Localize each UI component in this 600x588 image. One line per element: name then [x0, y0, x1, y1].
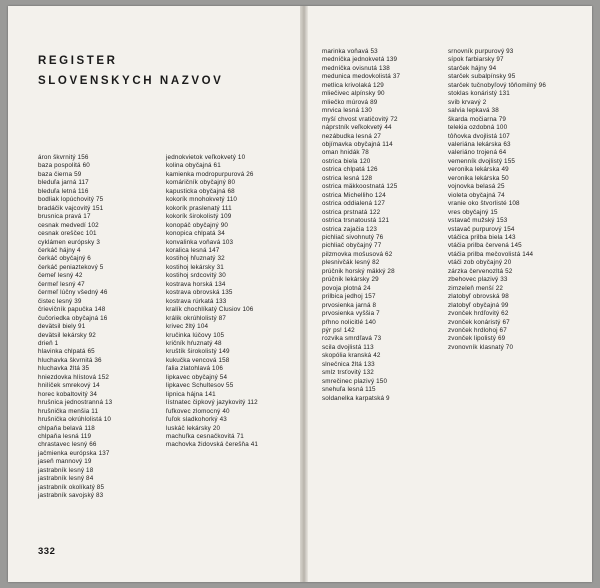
- index-entry: devätsil biely 91: [38, 323, 86, 331]
- index-entry: zvonček hrdlohoj 67: [448, 326, 507, 334]
- index-entry: vranie oko štvorlisté 108: [448, 200, 520, 208]
- index-entry: jaseň mannový 19: [38, 458, 92, 466]
- index-entry: koralica lesná 147: [166, 246, 220, 254]
- left-leaf: [8, 6, 300, 582]
- index-entry: soldanelka karpatská 9: [322, 394, 390, 402]
- index-entry: hrušnica jednostranná 13: [38, 399, 113, 407]
- index-entry: chrastavec lesný 66: [38, 441, 97, 449]
- index-entry: prvosienka jarná 8: [322, 301, 377, 309]
- index-entry: srnovník purpurový 93: [448, 48, 514, 55]
- index-entry: konopáč obyčajný 90: [166, 221, 229, 229]
- index-entry: ostrica lesná 128: [322, 174, 373, 182]
- index-entry: vtáčica prilba biela 143: [448, 233, 516, 241]
- index-entry: krivec žltý 104: [166, 323, 209, 331]
- index-entry: hluchavka škvrnitá 36: [38, 356, 102, 364]
- index-entry: lipkavec obyčajný 54: [166, 373, 228, 381]
- index-entry: čerkáč obyčajný 6: [38, 255, 91, 263]
- index-entry: ostrica trsnatoustá 121: [322, 217, 390, 225]
- page-title-line-2: SLOVENSKYCH NAZVOV: [38, 75, 224, 87]
- index-entry: svib krvavý 2: [448, 98, 487, 106]
- index-entry: hlavinka chlpatá 65: [38, 348, 95, 356]
- index-entry: veronika lekárska 50: [448, 174, 509, 182]
- index-entry: chlpaňa belavá 118: [38, 424, 95, 432]
- index-entry: pichliač sivohnutý 76: [322, 233, 384, 241]
- index-entry: objímavka obyčajná 114: [322, 140, 393, 148]
- index-column-1: [38, 154, 148, 501]
- index-entry: pilzmovka mošusová 62: [322, 250, 393, 258]
- index-entry: kapusticka obyčajná 68: [166, 187, 235, 195]
- index-entry: hluchavka žltá 35: [38, 365, 90, 373]
- index-entry: brusnica pravá 17: [38, 213, 91, 221]
- index-entry: zlatobyľ obrovská 98: [448, 293, 509, 301]
- index-entry: kostrava obrovská 135: [166, 289, 233, 297]
- index-entry: prvosienka vyššia 7: [322, 310, 380, 318]
- index-entry: hrušnička okrúhlolistá 10: [38, 416, 112, 424]
- index-entry: mliečivec alpínsky 90: [322, 90, 385, 98]
- index-entry: zbehovec plazivý 33: [448, 276, 508, 284]
- index-entry: konopica chlpatá 34: [166, 230, 225, 238]
- index-entry: škarda močiarna 79: [448, 115, 507, 123]
- index-entry: prúčnik horský mäkký 28: [322, 267, 395, 275]
- index-entry: kostihoj lekársky 31: [166, 263, 224, 271]
- index-entry: komáričník obyčajný 80: [166, 179, 236, 187]
- index-entry: konvalinka voňavá 103: [166, 238, 234, 246]
- index-entry: zvonček konáristý 67: [448, 318, 510, 326]
- index-entry: tôňovka dvojlistá 107: [448, 132, 510, 140]
- index-entry: kostrava rúrkatá 133: [166, 297, 227, 305]
- index-entry: ostrica prstnatá 122: [322, 208, 381, 216]
- index-entry: ostrica zajačia 123: [322, 225, 378, 233]
- index-entry: ostrica mäkkoostnatá 125: [322, 183, 398, 191]
- index-entry: lipnica hájna 141: [166, 390, 216, 398]
- index-entry: horec kobaltovitý 34: [38, 390, 98, 398]
- index-entry: veronika lekárska 49: [448, 166, 509, 174]
- index-entry: medunica medovkolistá 37: [322, 73, 401, 81]
- index-entry: plesnivčák lesný 82: [322, 259, 380, 267]
- index-entry: zárzka červenozltá 52: [448, 267, 513, 275]
- index-entry: ľalia zlatohlavá 106: [166, 365, 223, 373]
- index-entry: telekia ozdobná 100: [448, 124, 508, 132]
- index-entry: hniezdovka hlístová 152: [38, 373, 110, 381]
- index-entry: lipkavec Schultesov 55: [166, 382, 234, 390]
- index-entry: zvonček lipolistý 69: [448, 335, 506, 343]
- index-entry: kamienka modropurpurová 26: [166, 170, 254, 178]
- index-entry: myší chvost vratičovitý 72: [322, 115, 398, 123]
- index-entry: ostrica chlpatá 126: [322, 166, 378, 174]
- index-entry: áron škvrnitý 156: [38, 154, 89, 161]
- index-entry: kostihoj hľuznatý 32: [166, 255, 225, 263]
- index-column-4: [448, 48, 580, 352]
- index-entry: metlica krivolaká 129: [322, 81, 384, 89]
- index-entry: marinka voňavá 53: [322, 48, 378, 55]
- index-entry: ostrica Michelliho 124: [322, 191, 386, 199]
- index-entry: devätsil lekársky 92: [38, 331, 96, 339]
- index-entry: baza pospolitá 60: [38, 162, 90, 170]
- index-entry: lístnatec čipkový jazykovitý 112: [166, 399, 258, 407]
- index-entry: zvonovník klasnatý 70: [448, 343, 514, 351]
- index-entry: jednokvietok veľkokvetý 10: [166, 154, 246, 161]
- index-entry: smlz trsťovitý 132: [322, 369, 374, 377]
- index-entry: prilbica jedhoj 157: [322, 293, 376, 301]
- index-entry: starček hájny 94: [448, 64, 497, 72]
- index-entry: nezábudka lesná 27: [322, 132, 382, 140]
- index-entry: jačmienka európska 137: [38, 449, 110, 457]
- index-entry: snehuľa lesná 115: [322, 386, 376, 394]
- folio-number: 332: [38, 546, 56, 557]
- page-title-line-1: REGISTER: [38, 55, 118, 67]
- index-entry: hnilíček smrekový 14: [38, 382, 100, 390]
- index-entry: valeriáno trojená 64: [448, 149, 507, 157]
- index-entry: bleduľa jarná 117: [38, 179, 89, 187]
- book-page: [8, 6, 592, 582]
- index-column-3: [322, 48, 440, 403]
- index-entry: slnečnica žltá 133: [322, 360, 375, 368]
- index-entry: kokorík širokolistý 109: [166, 213, 232, 221]
- right-leaf: [308, 6, 592, 582]
- index-entry: kostrava horská 134: [166, 280, 226, 288]
- index-entry: chlpaňa lesná 119: [38, 432, 92, 440]
- page-title: [38, 51, 223, 91]
- index-entry: luskáč lekársky 20: [166, 424, 221, 432]
- index-entry: čemeľ lesný 42: [38, 272, 83, 280]
- index-entry: sípok farbiarsky 97: [448, 56, 504, 64]
- index-entry: zimzeleň menší 22: [448, 284, 504, 292]
- index-entry: povoja plotná 24: [322, 284, 371, 292]
- index-entry: čermeľ lesný 47: [38, 280, 85, 288]
- index-entry: violeta obyčajná 74: [448, 191, 505, 199]
- index-entry: čerkáč peniaztekový 5: [38, 263, 104, 271]
- index-entry: črievičník papučka 148: [38, 306, 106, 314]
- index-entry: medníčka ovisnutá 138: [322, 64, 390, 72]
- index-entry: prúčnik lekársky 29: [322, 276, 379, 284]
- index-entry: baza čierna 59: [38, 170, 82, 178]
- book-gutter: [300, 6, 308, 582]
- index-entry: cesnak oreščec 101: [38, 230, 97, 238]
- index-entry: jastrabník savojský 83: [38, 492, 104, 500]
- index-entry: vemenník dvojlistý 155: [448, 157, 516, 165]
- index-entry: valeriána lekárska 63: [448, 140, 511, 148]
- index-entry: vtáčia prilba mečovolistá 144: [448, 250, 534, 258]
- index-entry: mliečko múrová 89: [322, 98, 378, 106]
- index-entry: ľufkovec zlomocný 40: [166, 407, 230, 415]
- index-entry: vstavač purpurový 154: [448, 225, 515, 233]
- index-entry: cesnak medvedí 102: [38, 221, 99, 229]
- index-entry: rozvika smrdľavá 73: [322, 335, 382, 343]
- index-entry: scila dvojlistá 113: [322, 343, 374, 351]
- index-entry: medníčka jednokvetá 139: [322, 56, 398, 64]
- index-entry: skopólia kranská 42: [322, 352, 381, 360]
- index-entry: ostrica biela 120: [322, 157, 371, 165]
- index-entry: čermeľ lúčny všedný 46: [38, 289, 108, 297]
- index-entry: kolina obyčajná 61: [166, 162, 221, 170]
- index-entry: kručinka lúčovy 105: [166, 331, 225, 339]
- index-entry: kukučka vencová 158: [166, 356, 230, 364]
- index-entry: hrušnička menšia 11: [38, 407, 99, 415]
- index-entry: vtáčia prilba červená 145: [448, 242, 522, 250]
- index-entry: stoklas konáristý 131: [448, 90, 510, 98]
- index-entry: vstavač mužský 153: [448, 217, 508, 225]
- index-entry: kostihoj srdcovitý 30: [166, 272, 226, 280]
- index-entry: bradáčik vajcovitý 151: [38, 204, 104, 212]
- index-entry: bleduľa letná 116: [38, 187, 89, 195]
- index-entry: kralík chochlíkatý Clusiov 106: [166, 306, 254, 314]
- index-entry: starček subalpínsky 95: [448, 73, 516, 81]
- index-entry: jastrabník lesný 18: [38, 466, 94, 474]
- index-entry: machovka židovská čerešňa 41: [166, 441, 259, 449]
- index-entry: jastrabník okolíkatý 85: [38, 483, 105, 491]
- index-entry: kričník hŕuznatý 48: [166, 339, 222, 347]
- index-column-2: [166, 154, 286, 450]
- index-entry: čerkáč hájny 4: [38, 246, 81, 254]
- index-entry: čistec lesný 39: [38, 297, 82, 305]
- index-entry: ľuľok sladkohorký 43: [166, 416, 227, 424]
- index-entry: drieň 1: [38, 339, 59, 347]
- index-entry: čučoriedka obyčajná 16: [38, 314, 108, 322]
- index-entry: vres obyčajný 15: [448, 208, 498, 216]
- index-entry: kokorík praslenatý 111: [166, 204, 232, 212]
- index-entry: kruštík širokolistý 149: [166, 348, 230, 356]
- index-entry: machuľka cesnačkovitá 71: [166, 432, 244, 440]
- index-entry: starček tučnobyľový tôňomilný 96: [448, 81, 546, 89]
- index-entry: mrvica lesná 130: [322, 107, 372, 115]
- index-entry: kokorík mnohokvetý 110: [166, 196, 238, 204]
- index-entry: zlatobyľ obyčajná 99: [448, 301, 509, 309]
- index-entry: jastrabník lesný 84: [38, 475, 94, 483]
- index-entry: cyklámen európsky 3: [38, 238, 100, 246]
- index-entry: vojnovka belasá 25: [448, 183, 505, 191]
- index-entry: salvia lepkavá 38: [448, 107, 499, 115]
- index-entry: králik okrúhlolistý 87: [166, 314, 226, 322]
- index-entry: smrečinec plazivý 150: [322, 377, 388, 385]
- index-entry: náprstník veľkokvetý 44: [322, 124, 392, 132]
- index-entry: pýr ps! 142: [322, 326, 355, 334]
- index-entry: pichliač obyčajný 77: [322, 242, 382, 250]
- index-entry: vtáči zob obyčajný 20: [448, 259, 512, 267]
- index-entry: pŕhno nolicitlé 140: [322, 318, 376, 326]
- index-entry: zvonček hrdľovitý 62: [448, 310, 509, 318]
- index-entry: ostrica oddialená 127: [322, 200, 386, 208]
- index-entry: oman hnidák 78: [322, 149, 369, 157]
- index-entry: bodliak lopúchovitý 75: [38, 196, 104, 204]
